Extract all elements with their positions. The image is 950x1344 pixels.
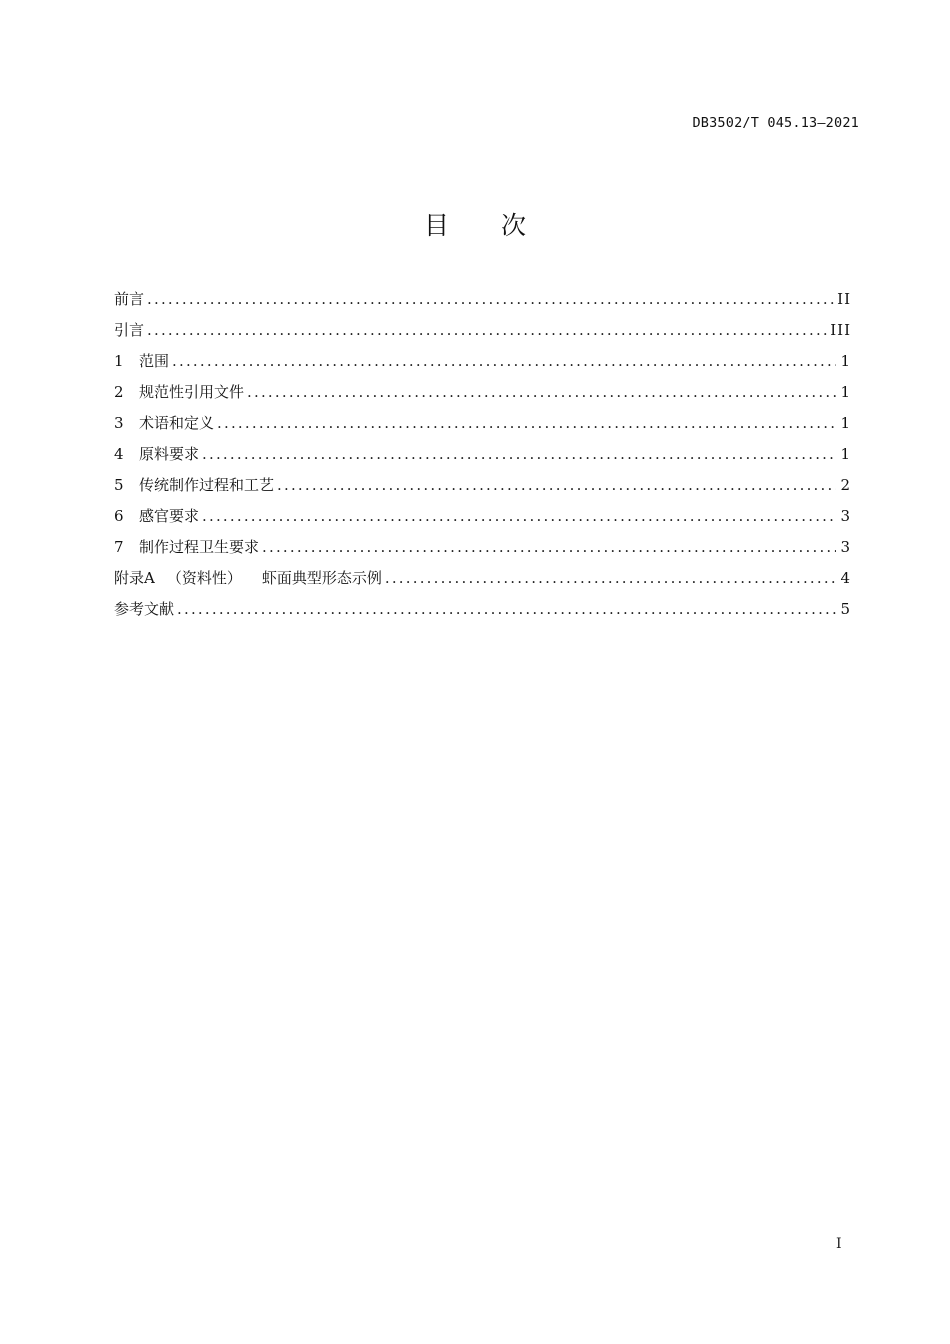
toc-entry-number: 7 [114,538,124,556]
toc-entry-text: 虾面典型形态示例 [261,569,382,587]
toc-page-number: 5 [840,600,851,618]
appendix-kind: （资料性） [166,569,242,587]
toc-entry-normative-references[interactable] [114,377,851,408]
toc-entry-foreword[interactable] [114,284,851,315]
toc-dot-leader [262,532,836,563]
toc-dot-leader [172,346,836,377]
toc-title: 目 次 [424,211,548,240]
toc-entry-label [114,346,169,377]
page-number-footer: I [836,1236,842,1252]
toc-page-number: 1 [840,383,851,401]
toc-entry-terms-definitions[interactable] [114,408,851,439]
toc-dot-leader [177,594,836,625]
toc-entry-text: 参考文献 [114,600,175,618]
toc-entry-text: 规范性引用文件 [139,383,245,401]
toc-page-number: 1 [840,352,851,370]
toc-dot-leader [202,501,836,532]
table-of-contents [114,284,851,625]
toc-entry-text: 前言 [114,290,145,308]
toc-page-number: 1 [840,445,851,463]
toc-page-number: 1 [840,414,851,432]
toc-entry-sensory[interactable] [114,501,851,532]
toc-entry-text: 感官要求 [139,507,200,525]
toc-dot-leader [247,377,836,408]
toc-entry-hygiene[interactable] [114,532,851,563]
toc-entry-scope[interactable] [114,346,851,377]
toc-page-number: 2 [840,476,851,494]
appendix-prefix: 附录A [114,569,155,587]
toc-dot-leader [147,315,827,346]
toc-entry-text: 传统制作过程和工艺 [139,476,275,494]
toc-entry-number: 5 [114,476,124,494]
toc-dot-leader [147,284,834,315]
document-code: DB3502/T 045.13—2021 [692,115,859,131]
toc-entry-text: 范围 [139,352,170,370]
toc-entry-appendix-a[interactable] [114,563,851,594]
toc-page-number: 4 [840,569,851,587]
toc-entry-label [114,563,382,594]
toc-dot-leader [202,439,836,470]
toc-entry-raw-material[interactable] [114,439,851,470]
toc-page-number: II [837,290,851,308]
toc-entry-label [114,377,244,408]
toc-dot-leader [385,563,836,594]
toc-entry-number: 2 [114,383,124,401]
toc-dot-leader [277,470,836,501]
toc-entry-label [114,315,144,346]
toc-entry-text: 引言 [114,321,145,339]
toc-page-number: III [830,321,851,339]
toc-entry-process[interactable] [114,470,851,501]
toc-dot-leader [217,408,836,439]
toc-page-number: 3 [840,507,851,525]
toc-entry-number: 1 [114,352,124,370]
toc-entry-text: 制作过程卫生要求 [139,538,260,556]
toc-entry-label [114,439,199,470]
toc-entry-label [114,594,174,625]
toc-entry-label [114,501,199,532]
toc-entry-number: 3 [114,414,124,432]
toc-entry-introduction[interactable] [114,315,851,346]
toc-entry-label [114,408,214,439]
toc-entry-text: 术语和定义 [139,414,215,432]
toc-entry-bibliography[interactable] [114,594,851,625]
toc-entry-label [114,284,144,315]
toc-entry-number: 6 [114,507,124,525]
toc-page-number: 3 [840,538,851,556]
toc-entry-number: 4 [114,445,124,463]
toc-entry-label [114,470,274,501]
toc-entry-text: 原料要求 [139,445,200,463]
toc-entry-label [114,532,259,563]
